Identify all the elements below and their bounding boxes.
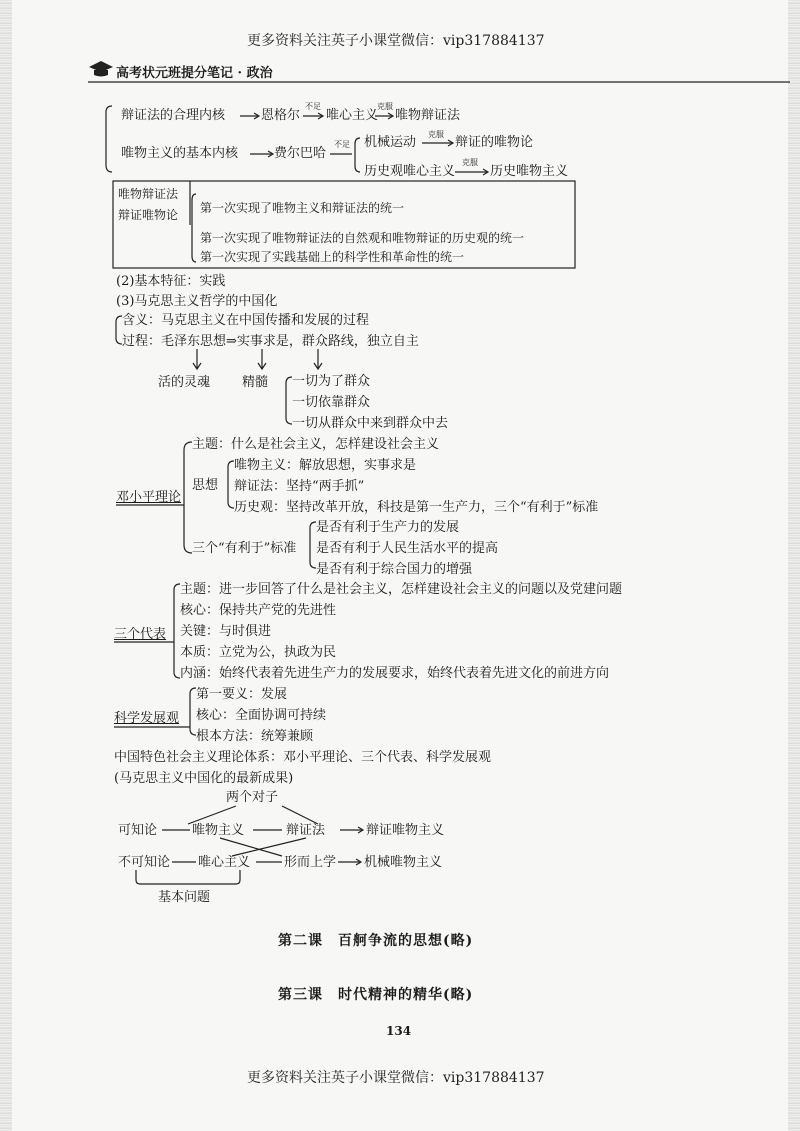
sci-i3: 根本方法：统筹兼顾 bbox=[196, 729, 314, 744]
r1-d: 唯心主义 bbox=[326, 108, 379, 123]
r2-c: 不足 bbox=[334, 140, 350, 149]
deng-t1: 唯物主义：解放思想，实事求是 bbox=[234, 458, 417, 473]
bracket-r2 bbox=[355, 138, 360, 172]
mass-2: 一切依靠群众 bbox=[292, 395, 371, 410]
deng-thought: 思想 bbox=[192, 478, 219, 493]
theory-system: 中国特色社会主义理论体系：邓小平理论、三个代表、科学发展观 bbox=[114, 750, 492, 765]
basic-feature: (2)基本特征：实践 bbox=[116, 274, 226, 289]
deng-c1: 是否有利于生产力的发展 bbox=[316, 520, 460, 535]
r1-e: 克服 bbox=[377, 102, 393, 111]
latest-result: (马克思主义中国化的最新成果) bbox=[114, 771, 294, 786]
soul: 活的灵魂 bbox=[158, 375, 211, 390]
diag-knowable: 可知论 bbox=[118, 823, 158, 838]
three-i4: 本质：立党为公，执政为民 bbox=[180, 645, 337, 660]
deng-label: 邓小平理论 bbox=[116, 490, 182, 505]
box2-item2: 第一次实现了唯物辩证法的自然观和唯物辩证的历史观的统一 bbox=[200, 231, 525, 245]
lesson-2-heading: 第二课 百舸争流的思想(略) bbox=[278, 933, 474, 949]
process: 过程：毛泽东思想⇒实事求是，群众路线，独立自主 bbox=[122, 334, 419, 349]
diag-materialism: 唯物主义 bbox=[192, 823, 245, 838]
meaning: 含义：马克思主义在中国传播和发展的过程 bbox=[122, 313, 370, 328]
diag-top: 两个对子 bbox=[226, 790, 279, 805]
three-i1: 主题：进一步回答了什么是社会主义，怎样建设社会主义的问题以及党建问题 bbox=[180, 582, 623, 597]
three-label: 三个代表 bbox=[114, 627, 167, 642]
r2-f2: 历史唯物主义 bbox=[490, 164, 569, 179]
box2-label1: 唯物辩证法 bbox=[118, 187, 179, 201]
box2-item1: 第一次实现了唯物主义和辩证法的统一 bbox=[200, 201, 405, 215]
sci-label: 科学发展观 bbox=[114, 711, 180, 726]
r2-a: 唯物主义的基本内核 bbox=[121, 146, 239, 161]
deng-c2: 是否有利于人民生活水平的提高 bbox=[316, 541, 499, 556]
r2-d2: 历史观唯心主义 bbox=[364, 164, 456, 179]
deng-t3: 历史观：坚持改革开放，科技是第一生产力，三个“有利于”标准 bbox=[234, 500, 599, 515]
essence: 精髓 bbox=[242, 375, 269, 390]
diag-mm: 机械唯物主义 bbox=[364, 855, 443, 870]
mass-1: 一切为了群众 bbox=[292, 374, 371, 389]
diag-unknowable: 不可知论 bbox=[118, 855, 171, 870]
bracket-box1 bbox=[106, 106, 112, 172]
diag-top-left bbox=[188, 806, 236, 824]
diag-dialectics: 辩证法 bbox=[286, 823, 326, 838]
r1-c: 不足 bbox=[305, 102, 321, 111]
three-i3: 关键：与时俱进 bbox=[180, 624, 272, 639]
r1-f: 唯物辩证法 bbox=[395, 108, 461, 123]
header-title: 高考状元班提分笔记 · 政治 bbox=[116, 66, 273, 81]
mass-3: 一切从群众中来到群众中去 bbox=[292, 416, 449, 431]
diag-bottom: 基本问题 bbox=[158, 890, 211, 905]
watermark-bottom: 更多资料关注英子小课堂微信：vip317884137 bbox=[247, 1070, 545, 1086]
graduation-cap-icon bbox=[88, 60, 114, 78]
diag-idealism: 唯心主义 bbox=[198, 855, 251, 870]
three-i2: 核心：保持共产党的先进性 bbox=[180, 603, 337, 618]
box2-label2: 辩证唯物论 bbox=[118, 208, 179, 222]
r2-e2: 克服 bbox=[462, 158, 478, 167]
sinicization: (3)马克思主义哲学的中国化 bbox=[116, 294, 278, 309]
r1-b: 恩格尔 bbox=[261, 108, 301, 123]
watermark-top: 更多资料关注英子小课堂微信：vip317884137 bbox=[247, 33, 545, 49]
sci-i2: 核心：全面协调可持续 bbox=[196, 708, 327, 723]
deng-theme: 主题：什么是社会主义，怎样建设社会主义 bbox=[192, 437, 440, 452]
r2-f1: 辩证的唯物论 bbox=[455, 135, 534, 150]
diag-metaphysics: 形而上学 bbox=[284, 855, 337, 870]
r1-a: 辩证法的合理内核 bbox=[121, 108, 226, 123]
page-number: 134 bbox=[386, 1024, 412, 1038]
box2-item3: 第一次实现了实践基础上的科学性和革命性的统一 bbox=[200, 250, 465, 264]
r2-e1: 克服 bbox=[428, 130, 444, 139]
bracket-box2 bbox=[192, 194, 196, 262]
deng-t2: 辩证法：坚持“两手抓” bbox=[234, 479, 365, 494]
bracket-deng bbox=[184, 442, 192, 553]
r2-d1: 机械运动 bbox=[364, 135, 417, 150]
diag-cross1 bbox=[220, 838, 282, 856]
deng-c3: 是否有利于综合国力的增强 bbox=[316, 562, 473, 577]
diag-bottom-bracket bbox=[136, 870, 240, 884]
diag-top-right bbox=[282, 806, 318, 824]
r2-b: 费尔巴哈 bbox=[274, 146, 327, 161]
three-i5: 内涵：始终代表着先进生产力的发展要求，始终代表着先进文化的前进方向 bbox=[180, 666, 610, 681]
sci-i1: 第一要义：发展 bbox=[196, 687, 288, 702]
lesson-3-heading: 第三课 时代精神的精华(略) bbox=[278, 987, 474, 1003]
deng-criteria: 三个“有利于”标准 bbox=[192, 541, 297, 556]
diag-dm: 辩证唯物主义 bbox=[366, 823, 445, 838]
diag-cross2 bbox=[232, 838, 306, 856]
